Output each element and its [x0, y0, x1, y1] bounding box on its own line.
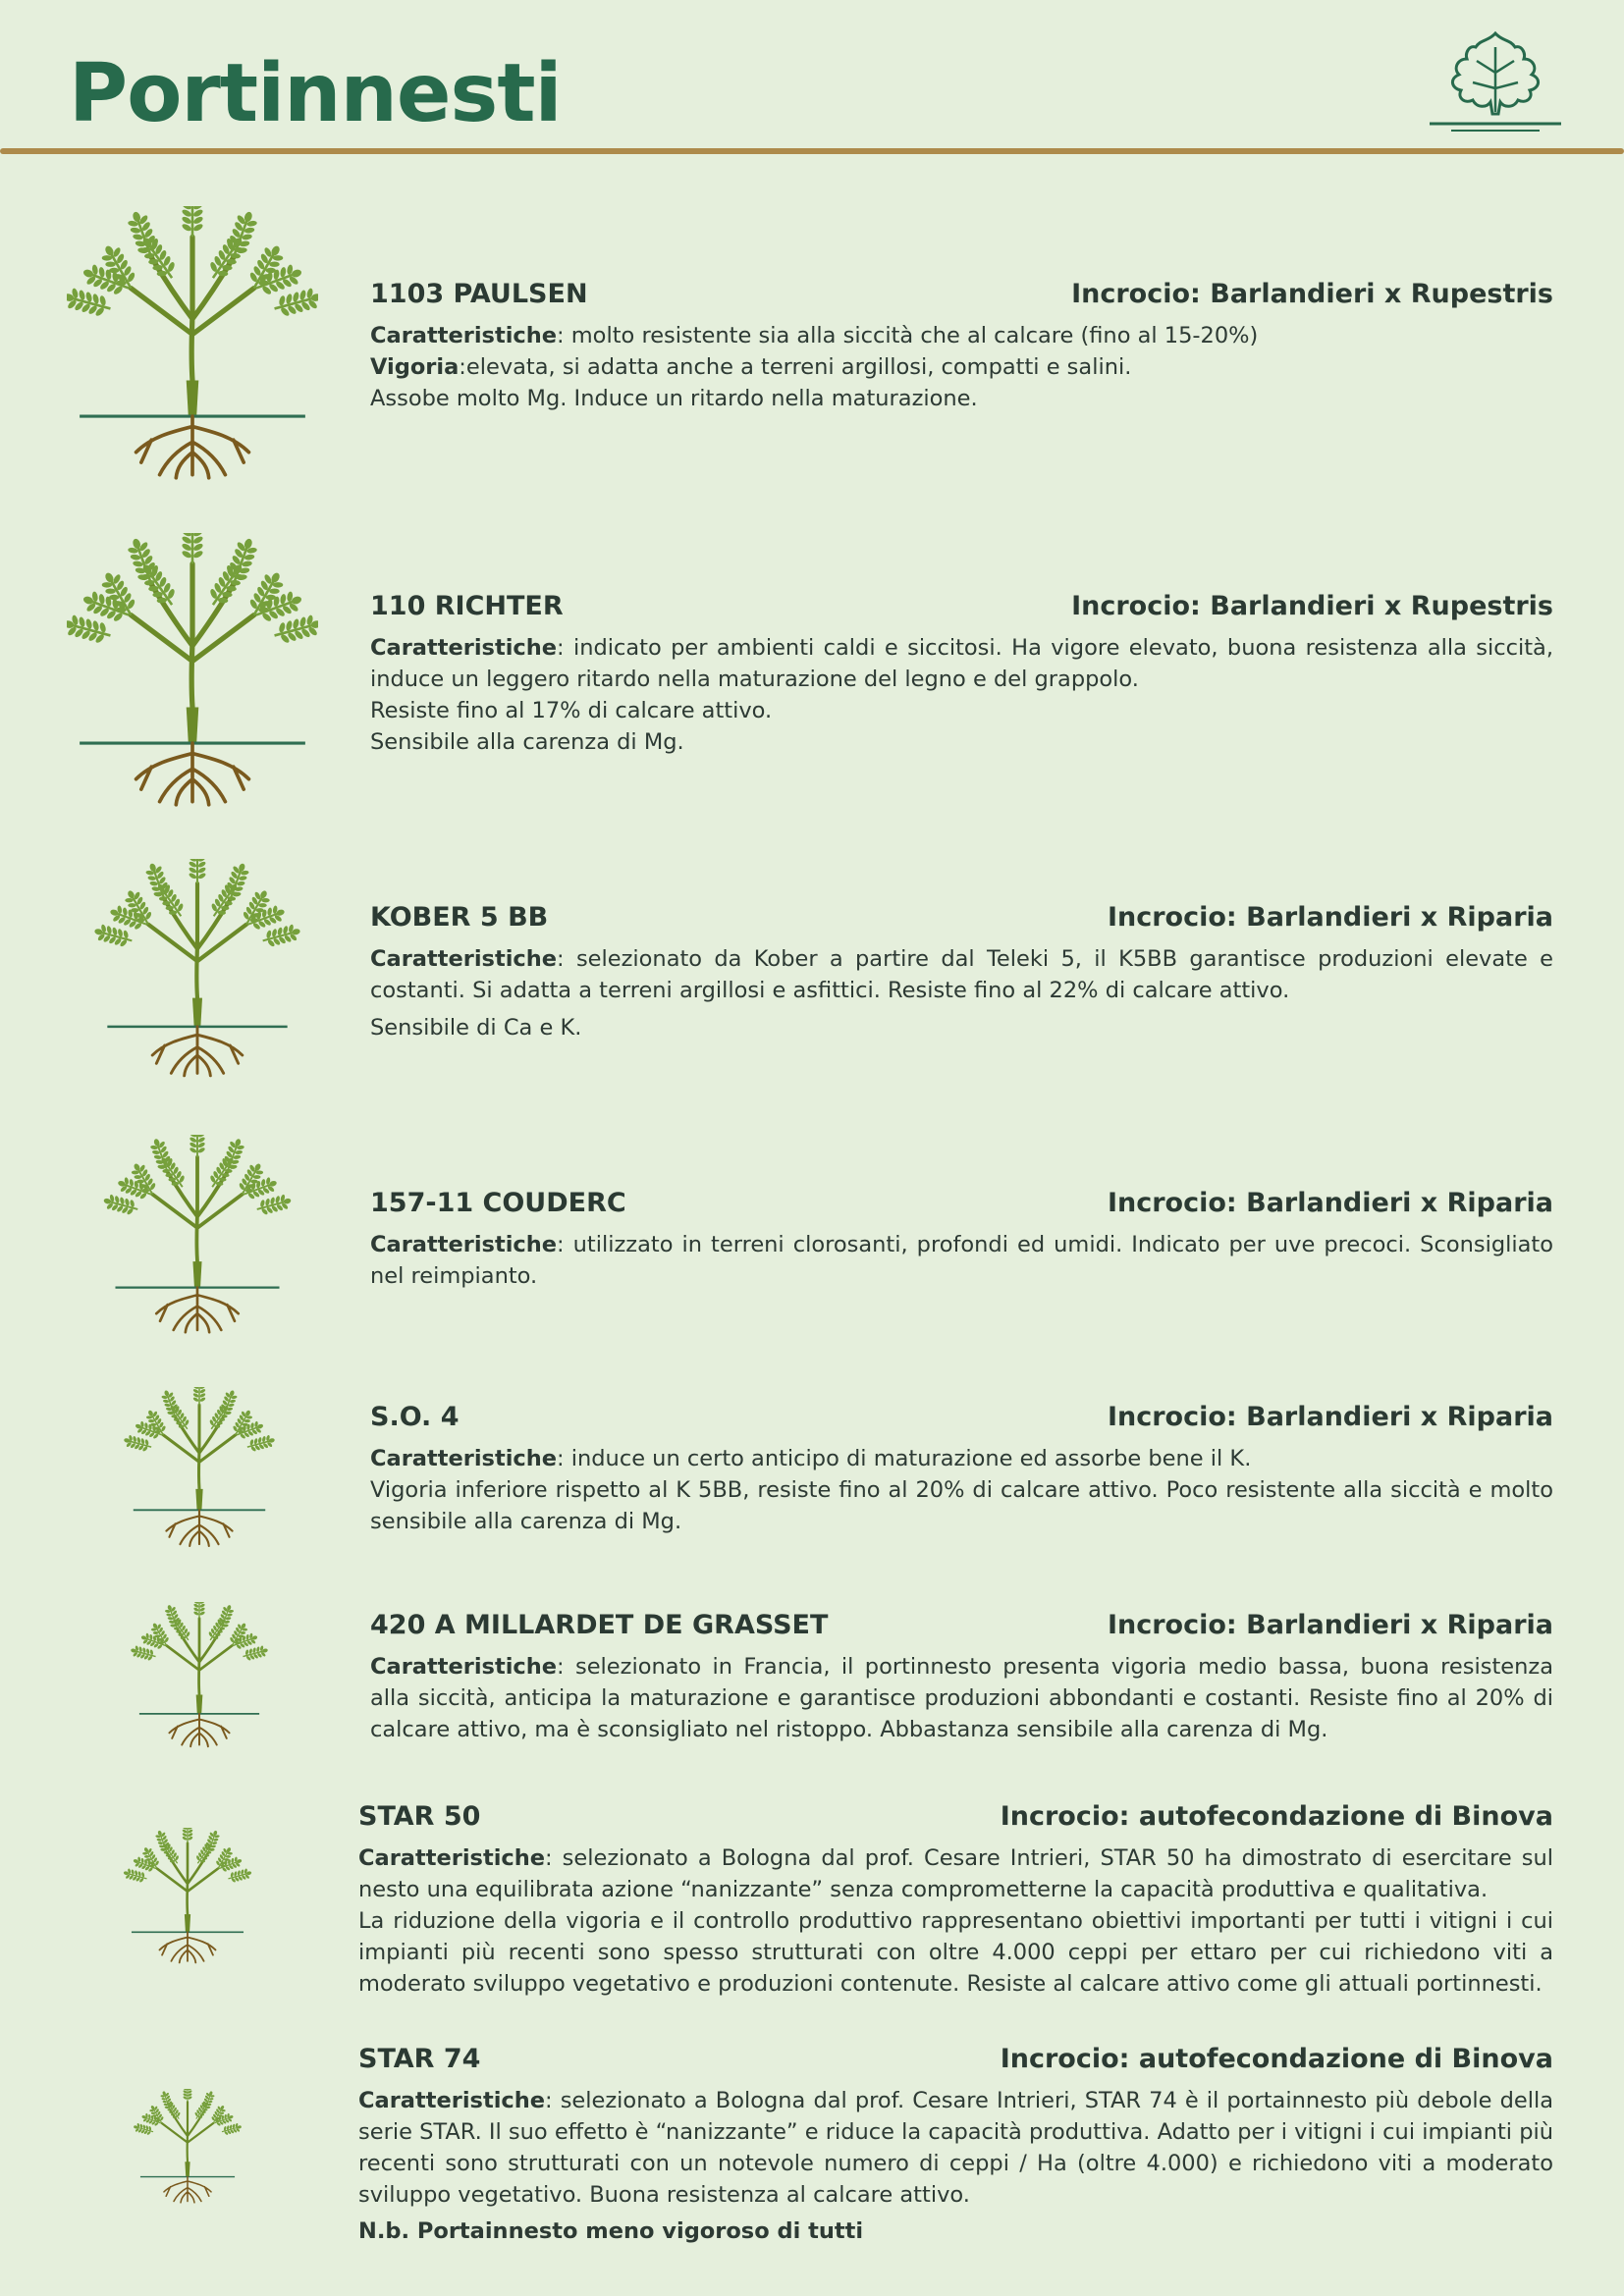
cross-label: Incrocio: autofecondazione di Binova: [1000, 2044, 1553, 2074]
entry-star-74: [358, 2044, 1553, 2244]
description-text: : selezionato a Bologna dal prof. Cesare Intrieri, STAR 50 ha dimostrato di esercitare sul nesto una equilibrata azione “nanizzante” senza comprometterne la capacità produttiva e qualitativa.: [358, 1845, 1553, 1902]
cross-label: Incrocio: Barlandieri x Riparia: [1107, 902, 1553, 933]
entry-157-11-couderc: [370, 1188, 1553, 1292]
label-caratteristiche: Caratteristiche: [370, 946, 558, 972]
page-title: Portinnesti: [69, 47, 562, 140]
label-vigoria: Vigoria: [370, 354, 460, 380]
header-rule: [0, 148, 1624, 154]
cross-label: Incrocio: Barlandieri x Riparia: [1107, 1402, 1553, 1432]
entry-110-richter: [370, 591, 1553, 758]
cross-label: Incrocio: Barlandieri x Riparia: [1107, 1188, 1553, 1218]
grapevine-plant-icon: [69, 1828, 306, 1965]
label-caratteristiche: Caratteristiche: [370, 635, 558, 661]
entry-420a-millardet: [370, 1610, 1553, 1745]
rootstock-name: S.O. 4: [370, 1402, 460, 1432]
rootstock-name: 110 RICHTER: [370, 591, 564, 621]
description-text: Sensibile alla carenza di Mg.: [370, 729, 684, 755]
vine-leaf-icon: [1422, 27, 1569, 137]
label-caratteristiche: Caratteristiche: [370, 1232, 558, 1257]
rootstock-name: 157-11 COUDERC: [370, 1188, 626, 1218]
cross-label: Incrocio: Barlandieri x Rupestris: [1071, 279, 1553, 309]
description-text: : molto resistente sia alla siccità che al calcare (fino al 15-20%): [557, 323, 1259, 348]
rootstock-name: 1103 PAULSEN: [370, 279, 588, 309]
description-text: La riduzione della vigoria e il controllo produttivo rappresentano obiettivi importanti per tutti i vitigni i cui impianti più recenti sono spesso strutturati con oltre 4.000 ceppi per ettaro per cui richiedono viti a moderato sviluppo vegetativo e produzioni contenute. Resiste al calcare attivo come gli attuali portinnesti.: [358, 1908, 1553, 1997]
grapevine-plant-icon: [81, 1602, 318, 1749]
cross-label: Incrocio: Barlandieri x Riparia: [1107, 1610, 1553, 1640]
label-caratteristiche: Caratteristiche: [370, 323, 558, 348]
description-text: :elevata, si adatta anche a terreni argillosi, compatti e salini.: [459, 354, 1132, 380]
cross-label: Incrocio: Barlandieri x Rupestris: [1071, 591, 1553, 621]
entry-so4: [370, 1402, 1553, 1537]
cross-label: Incrocio: autofecondazione di Binova: [1000, 1801, 1553, 1832]
entry-1103-paulsen: [370, 279, 1553, 414]
label-caratteristiche: Caratteristiche: [358, 1845, 546, 1871]
description-text: : selezionato in Francia, il portinnesto presenta vigoria medio bassa, buona resistenza alla siccità, anticipa la maturazione e garantisce produzioni abbondanti e costanti. Resiste fino al 20% di calcare attivo, ma è sconsigliato nel ristoppo. Abbastanza sensibile alla carenza di Mg.: [370, 1654, 1553, 1742]
description-text: Vigoria inferiore rispetto al K 5BB, resiste fino al 20% di calcare attivo. Poco resistente alla siccità e molto sensibile alla carenza di Mg.: [370, 1477, 1553, 1534]
grapevine-plant-icon: [81, 1387, 318, 1549]
grapevine-plant-icon: [67, 533, 318, 810]
grapevine-plant-icon: [67, 206, 318, 483]
rootstock-name: STAR 74: [358, 2044, 481, 2074]
grapevine-plant-icon: [77, 1135, 318, 1336]
entry-kober-5bb: [370, 902, 1553, 1043]
description-text: Sensibile di Ca e K.: [370, 1015, 582, 1041]
description-text: : utilizzato in terreni clorosanti, profondi ed umidi. Indicato per uve precoci. Sconsigliato nel reimpianto.: [370, 1232, 1553, 1289]
footnote: N.b. Portainnesto meno vigoroso di tutti: [358, 2218, 864, 2244]
description-text: : induce un certo anticipo di maturazione ed assorbe bene il K.: [557, 1446, 1252, 1471]
label-caratteristiche: Caratteristiche: [370, 1654, 558, 1680]
label-caratteristiche: Caratteristiche: [358, 2088, 546, 2113]
grapevine-plant-icon: [69, 2089, 306, 2205]
description-text: Resiste fino al 17% di calcare attivo.: [370, 698, 773, 723]
description-text: Assobe molto Mg. Induce un ritardo nella maturazione.: [370, 386, 978, 411]
rootstock-name: KOBER 5 BB: [370, 902, 549, 933]
label-caratteristiche: Caratteristiche: [370, 1446, 558, 1471]
description-text: : indicato per ambienti caldi e siccitosi. Ha vigore elevato, buona resistenza alla siccità, induce un leggero ritardo nella maturazione del legno e del grappolo.: [370, 635, 1553, 692]
rootstock-name: 420 A MILLARDET DE GRASSET: [370, 1610, 829, 1640]
entry-star-50: [358, 1801, 1553, 2000]
description-text: : selezionato da Kober a partire dal Teleki 5, il K5BB garantisce produzioni elevate e costanti. Si adatta a terreni argillosi e asfittici. Resiste fino al 22% di calcare attivo.: [370, 946, 1553, 1003]
rootstock-name: STAR 50: [358, 1801, 481, 1832]
grapevine-plant-icon: [77, 859, 318, 1080]
description-text: : selezionato a Bologna dal prof. Cesare Intrieri, STAR 74 è il portainnesto più debole della serie STAR. Il suo effetto è “nanizzante” e riduce la capacità produttiva. Adatto per i vitigni i cui impianti più recenti sono strutturati con un notevole numero di ceppi / Ha (oltre 4.000) e richiedono viti a moderato sviluppo vegetativo. Buona resistenza al calcare attivo.: [358, 2088, 1553, 2208]
